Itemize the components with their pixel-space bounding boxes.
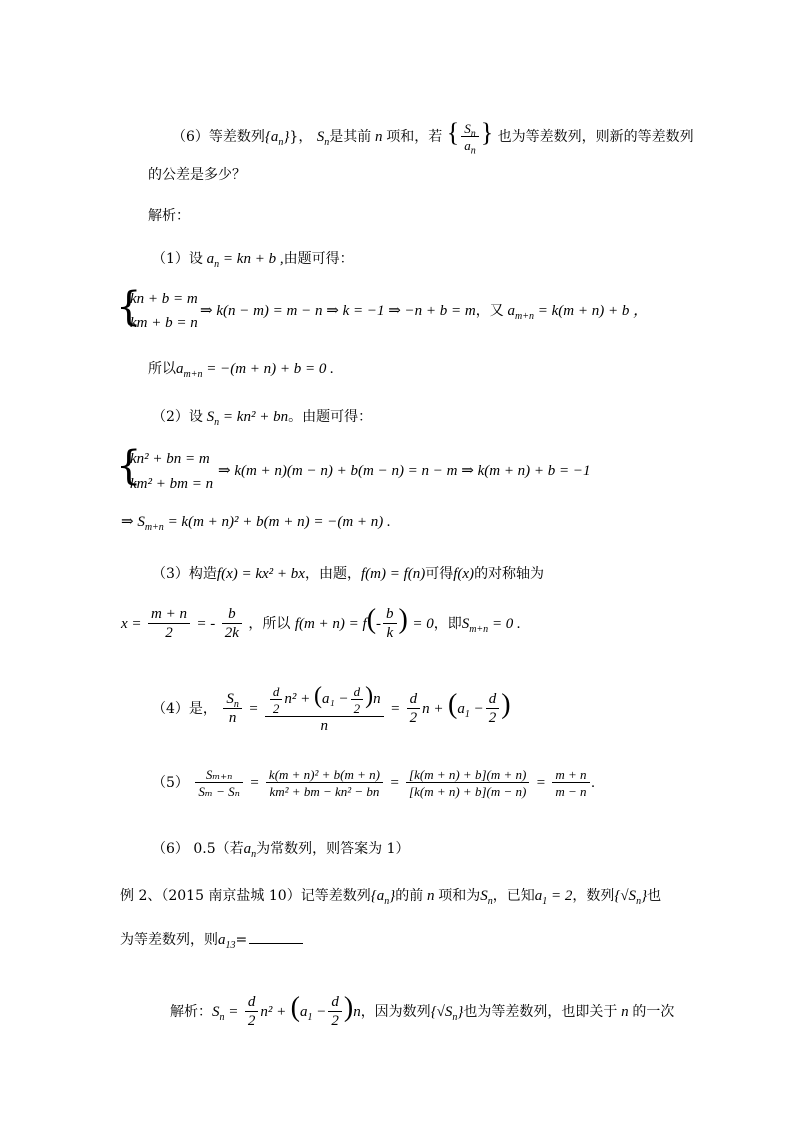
s1-sys-bot: km + b = n bbox=[130, 315, 198, 331]
s1-so: 所以$a_{m+n} = -(m + n) + b = 0$ . bbox=[148, 361, 334, 380]
s2-sys-top: kn² + bn = m bbox=[130, 451, 210, 467]
s3-line2: x = $\frac{m + n}{2}$ = - $\frac{b}{2k}$ ，所以 f(m + n) = f(- $\frac{b}{k}$ ) = 0，即$S_{m+n} = 0$ . bbox=[121, 604, 521, 641]
answer-blank bbox=[249, 943, 303, 944]
s6-line: （6） 0.5（若$a_n$为常数列，则答案为 1） bbox=[152, 841, 410, 860]
s1-intro: （1）设 $a_n$ = kn + b ,由题可得： bbox=[152, 251, 354, 270]
analysis-label: 解析： bbox=[148, 208, 190, 224]
s1-sys-top: kn + b = m bbox=[130, 291, 198, 307]
s2-chain: ⇒ k(m + n)(m − n) + b(m − n) = n − m ⇒ k(m + n) + b = −1 bbox=[218, 463, 591, 479]
ex2-line1: 例 2、（2015 南京盐城 10）记等差数列$\{a_n\}$的前 n 项和为$S_n$，已知$a_1 = 2$，数列$\{√S_n\}$也 bbox=[120, 888, 662, 907]
s2-intro: （2）设 $S_n = kn^2$ + bn。由题可得： bbox=[152, 409, 373, 428]
s2-sys-bot: km² + bm = n bbox=[130, 476, 214, 492]
s1-brace: { bbox=[116, 284, 142, 330]
q6-line1: （6）等差数列$\{a_n\}$}， $S_n$是其前 n 项和，若 { $\frac{S_n}{a_n}$ } 也为等差数列，则新的等差数列 bbox=[172, 118, 694, 157]
q6-prefix: （6）等差数列 bbox=[172, 129, 265, 145]
s5-line: （5） $\frac{\text{Sₘ₊ₙ}}{\text{Sₘ − Sₙ}}$ = $\frac{\text{k(m + n)² + b(m + n)}}{\text{km² + bm − kn² − bn}}$ = $\frac{[k(m + n) + b](m + n)}{[k(m + n) + b](m - n)}$ = $\frac{m + n}{m - n}$ . bbox=[152, 767, 596, 799]
s3-line1: （3）构造f(x) = kx² + bx，由题，f(m) = f(n)可得f(x)的对称轴为 bbox=[152, 566, 545, 582]
s2-brace: { bbox=[116, 443, 142, 489]
s4-line: （4）是， $\frac{S_n}{n}$ = $\frac{d}{2}$ n² + (a₁ − $\frac{d}{2}$ )n n = $\frac{d}{2}$ $n + (a_1$ − $\frac{d}{2}$ ) bbox=[152, 683, 511, 734]
s1-chain: ⇒ k(n − m) = m − n ⇒ k = −1 ⇒ −n + b = m，又 $a_{m+n} = k(m + n) + b$ ， bbox=[200, 303, 649, 322]
ex2-line2: 为等差数列，则$a_{13}=$ bbox=[120, 933, 303, 948]
ex2-sol-line: 解析：$S_n$ = $\frac{d}{2}$ $n^2 + (a_1$ − $\frac{d}{2}$ )n，因为数列$\{√S_n\}$也为等差数列，也即关于 n 的一次 bbox=[170, 992, 675, 1029]
q6-line2: 的公差是多少？ bbox=[148, 167, 246, 183]
s2-result: ⇒ $S_{m+n} = k(m + n)^2 + b(m + n) = -(m + n)$ . bbox=[121, 514, 391, 533]
